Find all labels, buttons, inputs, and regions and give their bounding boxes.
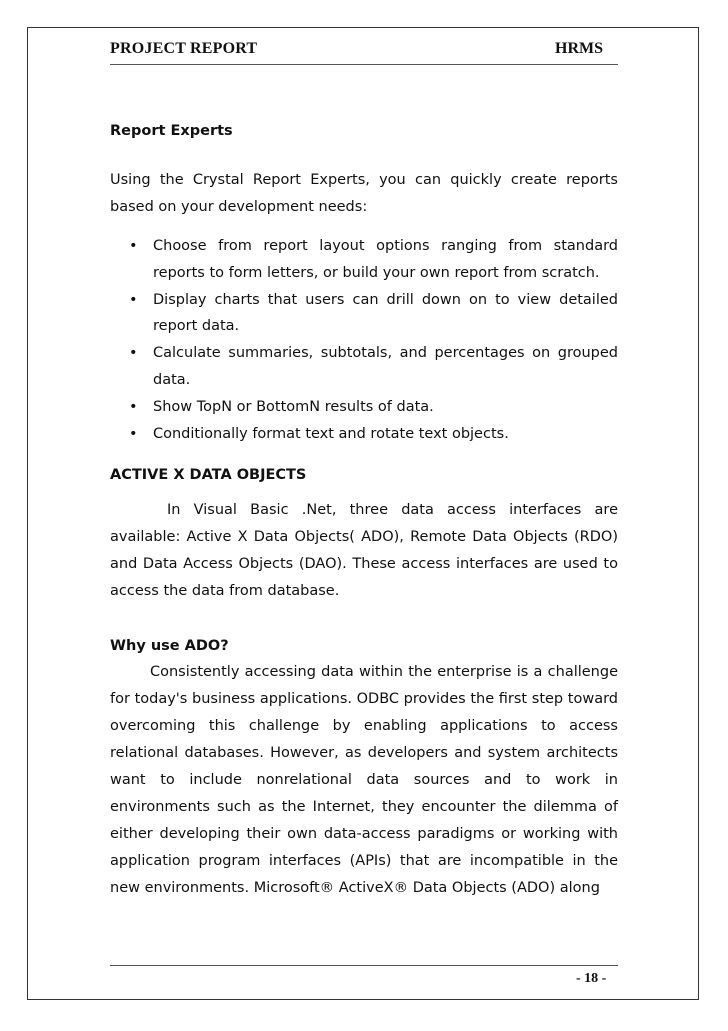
report-experts-list bbox=[110, 233, 618, 448]
list-item bbox=[110, 340, 618, 394]
list-item-text: Show TopN or BottomN results of data. bbox=[153, 399, 434, 416]
bullet-icon: • bbox=[129, 345, 138, 362]
activex-heading: ACTIVE X DATA OBJECTS bbox=[110, 466, 307, 483]
why-ado-heading: Why use ADO? bbox=[110, 637, 229, 654]
footer-divider bbox=[110, 965, 618, 966]
list-item bbox=[110, 233, 618, 287]
bullet-icon: • bbox=[129, 237, 138, 254]
report-experts-heading: Report Experts bbox=[110, 123, 233, 139]
bullet-icon: • bbox=[129, 291, 138, 308]
header-divider bbox=[110, 64, 618, 65]
list-item-text: Calculate summaries, subtotals, and percentages on grouped data. bbox=[153, 345, 618, 389]
list-item bbox=[110, 421, 618, 448]
why-ado-paragraph: Consistently accessing data within the enterprise is a challenge for today's business applications. ODBC provides the first step toward overcoming this challenge by enabling applications to access relational databases. However, as developers and system architects want to include nonrelational data sources and to work in environments such as the Internet, they encounter the dilemma of either developing their own data-access paradigms or working with application program interfaces (APIs) that are incompatible in the new environments. Microsoft® ActiveX® Data Objects (ADO) along bbox=[110, 664, 618, 896]
list-item-text: Conditionally format text and rotate text objects. bbox=[153, 426, 509, 443]
document-body bbox=[110, 118, 618, 902]
bullet-icon: • bbox=[129, 399, 138, 416]
page-number: - 18 - bbox=[576, 971, 607, 986]
header-title: PROJECT REPORT bbox=[110, 40, 258, 57]
bullet-icon: • bbox=[129, 426, 138, 443]
header-project-name: HRMS bbox=[555, 40, 603, 57]
list-item-text: Display charts that users can drill down on to view detailed report data. bbox=[153, 291, 618, 335]
list-item bbox=[110, 287, 618, 341]
list-item bbox=[110, 394, 618, 421]
activex-paragraph: In Visual Basic .Net, three data access interfaces are available: Active X Data Objects( ADO), Remote Data Objects (RDO) and Data Access Objects (DAO). These access interfaces are used to access the data from database. bbox=[110, 501, 618, 599]
report-experts-intro: Using the Crystal Report Experts, you can quickly create reports based on your development needs: bbox=[110, 171, 618, 215]
list-item-text: Choose from report layout options ranging from standard reports to form letters, or build your own report from scratch. bbox=[153, 237, 618, 281]
